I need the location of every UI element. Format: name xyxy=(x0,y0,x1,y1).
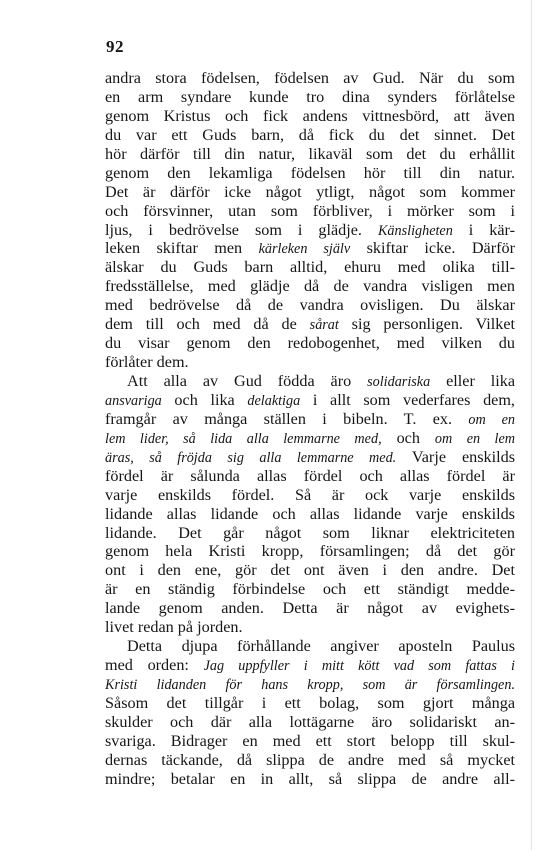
text-run: och försvinner, utan som förbliver, i mörker som i xyxy=(105,201,515,220)
text-line xyxy=(105,183,515,202)
text-run: sig personligen. Vilket xyxy=(338,315,515,334)
text-line xyxy=(105,410,515,429)
text-run: du visar genom den redobogenhet, med vilken du xyxy=(105,334,515,353)
text-line xyxy=(105,372,515,391)
text-line xyxy=(105,580,515,599)
text-line xyxy=(105,561,515,580)
text-run: livet redan på jorden. xyxy=(105,618,243,637)
text-line xyxy=(105,88,515,107)
text-run: i allt som vederfares dem, xyxy=(300,390,515,409)
text-line xyxy=(105,656,515,675)
text-run: en arm syndare kunde tro dina synders förlåtelse xyxy=(105,87,515,106)
text-line xyxy=(105,391,515,410)
text-run: fredsställelse, med glädje då de vandra visligen men xyxy=(105,277,515,296)
text-run: med orden: xyxy=(105,656,204,675)
text-line xyxy=(105,164,515,183)
text-line xyxy=(105,486,515,505)
text-line xyxy=(105,296,515,315)
italic-text: om en xyxy=(468,411,515,428)
text-line xyxy=(105,542,515,561)
text-line xyxy=(105,126,515,145)
italic-text: äras, så fröjda sig alla lemmarne med. xyxy=(105,449,397,466)
text-run: ont i den ene, gör det ont även i den andre. Det xyxy=(105,561,515,580)
scan-edge xyxy=(531,0,532,850)
text-line xyxy=(105,694,515,713)
text-run: lidande allas lidande och allas lidande varje enskilds xyxy=(105,504,515,523)
text-line xyxy=(105,732,515,751)
text-run: dernas täckande, då slippa de andre med så mycket xyxy=(105,750,515,769)
text-run: i kär- xyxy=(452,220,515,239)
italic-text: om en lem xyxy=(434,430,516,447)
text-run: du var ett Guds barn, då fick du det sinnet. Det xyxy=(105,125,515,144)
text-run: lidande. Det går något som liknar elektriciteten xyxy=(105,523,515,542)
text-run: Såsom det tillgår i ett bolag, som gjort många xyxy=(105,693,515,712)
text-line xyxy=(105,599,515,618)
text-run: älskar du Guds barn alltid, ehuru med olika till- xyxy=(105,258,515,277)
italic-text: delaktiga xyxy=(247,392,301,409)
text-line xyxy=(105,770,515,789)
italic-text: Kristi lidanden för hans kropp, som är församlingen. xyxy=(105,677,515,693)
text-line xyxy=(105,429,515,448)
text-line xyxy=(105,713,515,732)
text-line xyxy=(105,353,515,372)
text-run: fördel är sålunda allas fördel och allas fördel är xyxy=(105,466,515,485)
text-line xyxy=(105,524,515,543)
text-run: hör därför till din natur, likaväl som det du erhållit xyxy=(105,144,515,163)
text-line xyxy=(105,637,515,656)
italic-text: ansvariga xyxy=(105,392,162,409)
text-line xyxy=(105,239,515,258)
text-line xyxy=(105,69,515,88)
text-line xyxy=(105,334,515,353)
italic-text: Jag uppfyller i mitt kött vad som fattas i xyxy=(203,658,515,675)
text-run: andra stora födelsen, födelsen av Gud. När du som xyxy=(105,69,515,87)
text-run: skiftar icke. Därför xyxy=(350,239,515,258)
text-line xyxy=(105,751,515,770)
text-run: är en ständig förbindelse och ett ständigt medde- xyxy=(105,580,515,599)
text-line xyxy=(105,202,515,221)
text-run: och lika xyxy=(161,390,248,409)
text-run: Varje enskilds xyxy=(396,447,516,466)
text-run: skulder och där alla lottägarne äro solidariskt an- xyxy=(105,712,515,731)
text-run: ljus, i bedrövelse som i glädje. xyxy=(105,220,378,239)
text-run: förlåter dem. xyxy=(105,353,189,372)
text-line xyxy=(105,618,515,637)
text-run: framgår av många ställen i bibeln. T. ex. xyxy=(105,409,469,428)
text-run: lande genom anden. Detta är något av evighets- xyxy=(105,599,515,618)
text-line xyxy=(105,448,515,467)
text-run: genom Kristus och fick andens vittnesbörd, att även xyxy=(105,106,515,125)
text-run: Att alla av Gud födda äro xyxy=(127,372,368,390)
text-line xyxy=(105,277,515,296)
text-line xyxy=(105,675,515,694)
text-run: med bedrövelse då de vandra ovisligen. Du älskar xyxy=(105,296,515,315)
text-run: leken skiftar men xyxy=(105,239,259,258)
text-run: varje enskilds fördel. Så är ock varje enskilds xyxy=(105,485,515,504)
text-line xyxy=(105,505,515,524)
italic-text: Känsligheten xyxy=(377,222,453,239)
text-run: Detta djupa förhållande angiver aposteln Paulus xyxy=(127,637,515,656)
text-run: genom den lekamliga födelsen hör till din natur. xyxy=(105,163,515,182)
text-run: dem till och med då de xyxy=(105,315,310,334)
text-run: svariga. Bidrager en med ett stort belopp till skul- xyxy=(105,731,515,750)
text-line xyxy=(105,315,515,334)
text-line xyxy=(105,107,515,126)
text-run: Det är därför icke något ytligt, något som kommer xyxy=(105,182,515,201)
body-text xyxy=(105,69,515,789)
italic-text: lem lider, så lida alla lemmarne med, xyxy=(105,430,382,447)
text-line xyxy=(105,221,515,240)
italic-text: sårat xyxy=(309,317,339,334)
text-run: genom hela Kristi kropp, församlingen; då det gör xyxy=(105,542,515,561)
page-number: 92 xyxy=(106,37,124,56)
text-line xyxy=(105,258,515,277)
text-run: eller lika xyxy=(430,372,516,390)
text-line xyxy=(105,145,515,164)
text-run: och xyxy=(381,428,435,447)
text-run: mindre; betalar en in allt, så slippa de andre all- xyxy=(105,769,515,788)
italic-text: kärleken själv xyxy=(258,241,351,258)
italic-text: solidariska xyxy=(367,374,431,390)
text-line xyxy=(105,467,515,486)
